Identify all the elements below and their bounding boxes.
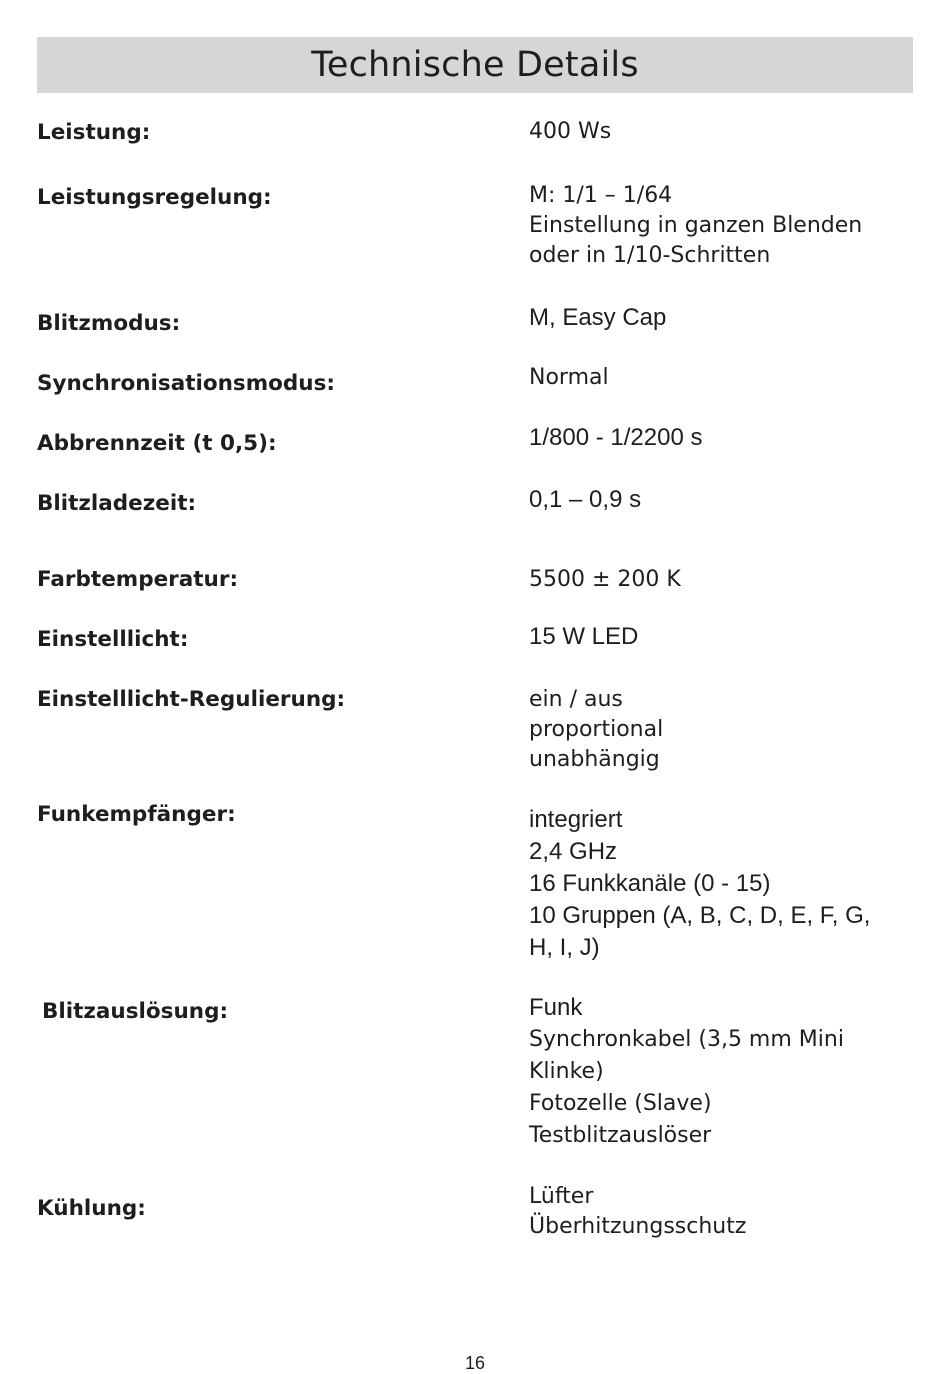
spec-value-einstelllicht bbox=[529, 621, 909, 653]
spec-value-line: Fotozelle (Slave) bbox=[529, 1091, 712, 1116]
spec-value-line: 15 W LED bbox=[529, 623, 639, 650]
spec-value-line: Synchronkabel (3,5 mm Mini bbox=[529, 1027, 844, 1052]
spec-value-line: M, Easy Cap bbox=[529, 304, 667, 331]
spec-value-synchronisationsmodus bbox=[529, 363, 909, 393]
spec-value-line: M: 1/1 – 1/64 bbox=[529, 183, 673, 208]
spec-label-blitzausloesung: Blitzauslösung: bbox=[42, 999, 229, 1024]
spec-value-funkempfaenger bbox=[529, 804, 909, 964]
spec-value-leistung bbox=[529, 117, 909, 147]
spec-value-line: Klinke) bbox=[529, 1059, 604, 1084]
spec-value-blitzausloesung bbox=[529, 992, 909, 1152]
spec-value-line: Testblitzauslöser bbox=[529, 1123, 712, 1148]
spec-label-einstelllicht: Einstelllicht: bbox=[37, 627, 189, 652]
spec-value-line: 400 Ws bbox=[529, 119, 612, 144]
spec-value-line: 0,1 – 0,9 s bbox=[529, 486, 642, 513]
spec-value-line: unabhängig bbox=[529, 747, 660, 772]
spec-value-line: Überhitzungsschutz bbox=[529, 1214, 747, 1239]
spec-value-leistungsregelung bbox=[529, 181, 909, 271]
spec-value-blitzmodus bbox=[529, 302, 909, 334]
spec-value-line: ein / aus bbox=[529, 687, 623, 712]
spec-value-line: oder in 1/10-Schritten bbox=[529, 243, 771, 268]
spec-value-line: integriert bbox=[529, 806, 623, 833]
spec-value-einstelllicht-regulierung bbox=[529, 685, 909, 775]
spec-value-line: 10 Gruppen (A, B, C, D, E, F, G, bbox=[529, 902, 871, 929]
spec-label-farbtemperatur: Farbtemperatur: bbox=[37, 567, 239, 592]
spec-value-abbrennzeit bbox=[529, 422, 909, 454]
spec-value-line: 16 Funkkanäle (0 - 15) bbox=[529, 870, 771, 897]
spec-label-blitzmodus: Blitzmodus: bbox=[37, 311, 181, 336]
spec-label-synchronisationsmodus: Synchronisationsmodus: bbox=[37, 371, 335, 396]
spec-label-leistung: Leistung: bbox=[37, 120, 151, 145]
spec-value-line: Normal bbox=[529, 365, 609, 390]
spec-value-line: Funk bbox=[529, 994, 583, 1021]
page-title: Technische Details bbox=[311, 45, 639, 85]
spec-label-funkempfaenger: Funkempfänger: bbox=[37, 802, 236, 827]
spec-value-line: 2,4 GHz bbox=[529, 838, 618, 865]
spec-label-abbrennzeit: Abbrennzeit (t 0,5): bbox=[37, 431, 277, 456]
spec-value-line: Lüfter bbox=[529, 1184, 594, 1209]
spec-value-line: 1/800 - 1/2200 s bbox=[529, 424, 703, 451]
page-number: 16 bbox=[464, 1353, 486, 1373]
spec-label-leistungsregelung: Leistungsregelung: bbox=[37, 185, 272, 210]
spec-value-farbtemperatur bbox=[529, 565, 909, 595]
spec-value-line: 5500 ± 200 K bbox=[529, 567, 681, 592]
spec-label-einstelllicht-regulierung: Einstelllicht-Regulierung: bbox=[37, 687, 346, 712]
spec-label-blitzladezeit: Blitzladezeit: bbox=[37, 491, 197, 516]
spec-value-line: Einstellung in ganzen Blenden bbox=[529, 213, 863, 238]
spec-value-line: H, I, J) bbox=[529, 934, 600, 961]
spec-value-blitzladezeit bbox=[529, 484, 909, 516]
spec-label-kuehlung: Kühlung: bbox=[37, 1196, 146, 1221]
spec-value-kuehlung bbox=[529, 1182, 909, 1242]
spec-value-line: proportional bbox=[529, 717, 664, 742]
header-band bbox=[37, 37, 913, 93]
